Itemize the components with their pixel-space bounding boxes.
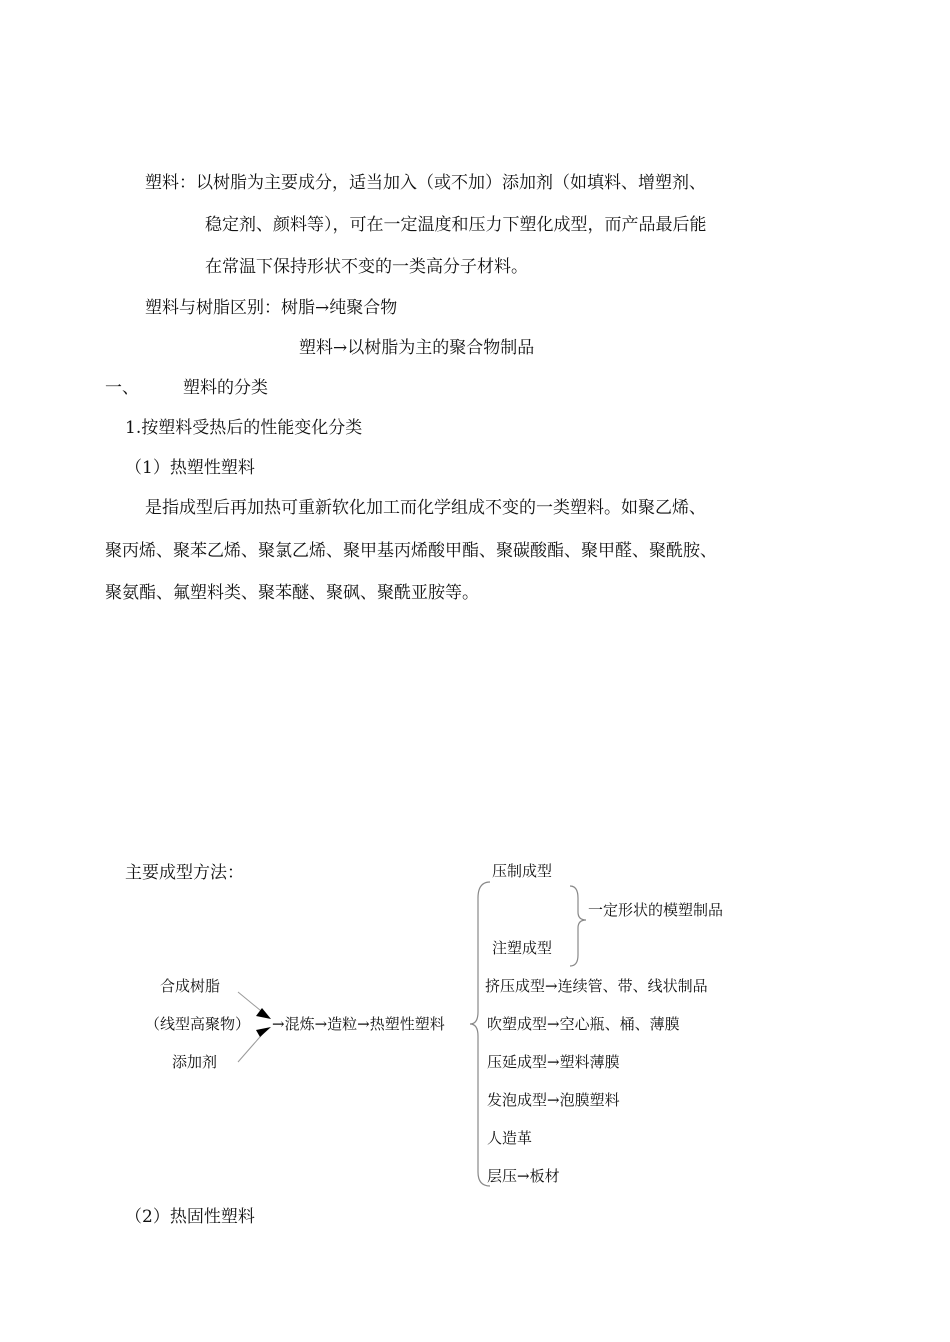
input-resin-note: （线型高聚物）: [145, 1015, 251, 1033]
mold-brace: [570, 886, 586, 966]
mold-product: 一定形状的模塑制品: [588, 901, 724, 919]
method-compression: 压制成型: [492, 862, 553, 880]
item-2-heading: （2）热固性塑料: [125, 1207, 255, 1227]
difference-line-2: 塑料→以树脂为主的聚合物制品: [299, 338, 535, 358]
section-title: 塑料的分类: [183, 378, 268, 398]
arrowhead-upper: [256, 1008, 271, 1019]
definition-line-2: 稳定剂、颜料等），可在一定温度和压力下塑化成型，而产品最后能: [205, 215, 707, 235]
input-additive: 添加剂: [172, 1053, 218, 1071]
method-extrusion: 挤压成型→连续管、带、线状制品: [485, 977, 708, 995]
item-1-para-line-3: 聚氨酯、氟塑料类、聚苯醚、聚砜、聚酰亚胺等。: [105, 583, 479, 603]
section-number: 一、: [105, 378, 139, 398]
difference-line-1: 塑料与树脂区别：树脂→纯聚合物: [145, 298, 398, 318]
item-1-heading: （1）热塑性塑料: [125, 458, 255, 478]
method-foam: 发泡成型→泡膜塑料: [487, 1091, 620, 1109]
definition-line-1: 塑料：以树脂为主要成分，适当加入（或不加）添加剂（如填料、增塑剂、: [145, 173, 706, 193]
subsection-title: 1.按塑料受热后的性能变化分类: [125, 418, 363, 438]
method-calender: 压延成型→塑料薄膜: [487, 1053, 620, 1071]
diagram-label: 主要成型方法：: [125, 863, 244, 883]
method-injection: 注塑成型: [492, 939, 553, 957]
item-1-para-line-2: 聚丙烯、聚苯乙烯、聚氯乙烯、聚甲基丙烯酸甲酯、聚碳酸酯、聚甲醛、聚酰胺、: [105, 541, 717, 561]
method-laminate: 层压→板材: [487, 1167, 560, 1185]
method-blow: 吹塑成型→空心瓶、桶、薄膜: [487, 1015, 680, 1033]
process-chain: →混炼→造粒→热塑性塑料: [272, 1015, 445, 1033]
arrowhead-lower: [256, 1027, 271, 1037]
definition-line-3: 在常温下保持形状不变的一类高分子材料。: [205, 257, 528, 277]
input-resin: 合成树脂: [160, 977, 221, 995]
method-leather: 人造革: [487, 1129, 533, 1147]
item-1-para-line-1: 是指成型后再加热可重新软化加工而化学组成不变的一类塑料。如聚乙烯、: [145, 498, 706, 518]
